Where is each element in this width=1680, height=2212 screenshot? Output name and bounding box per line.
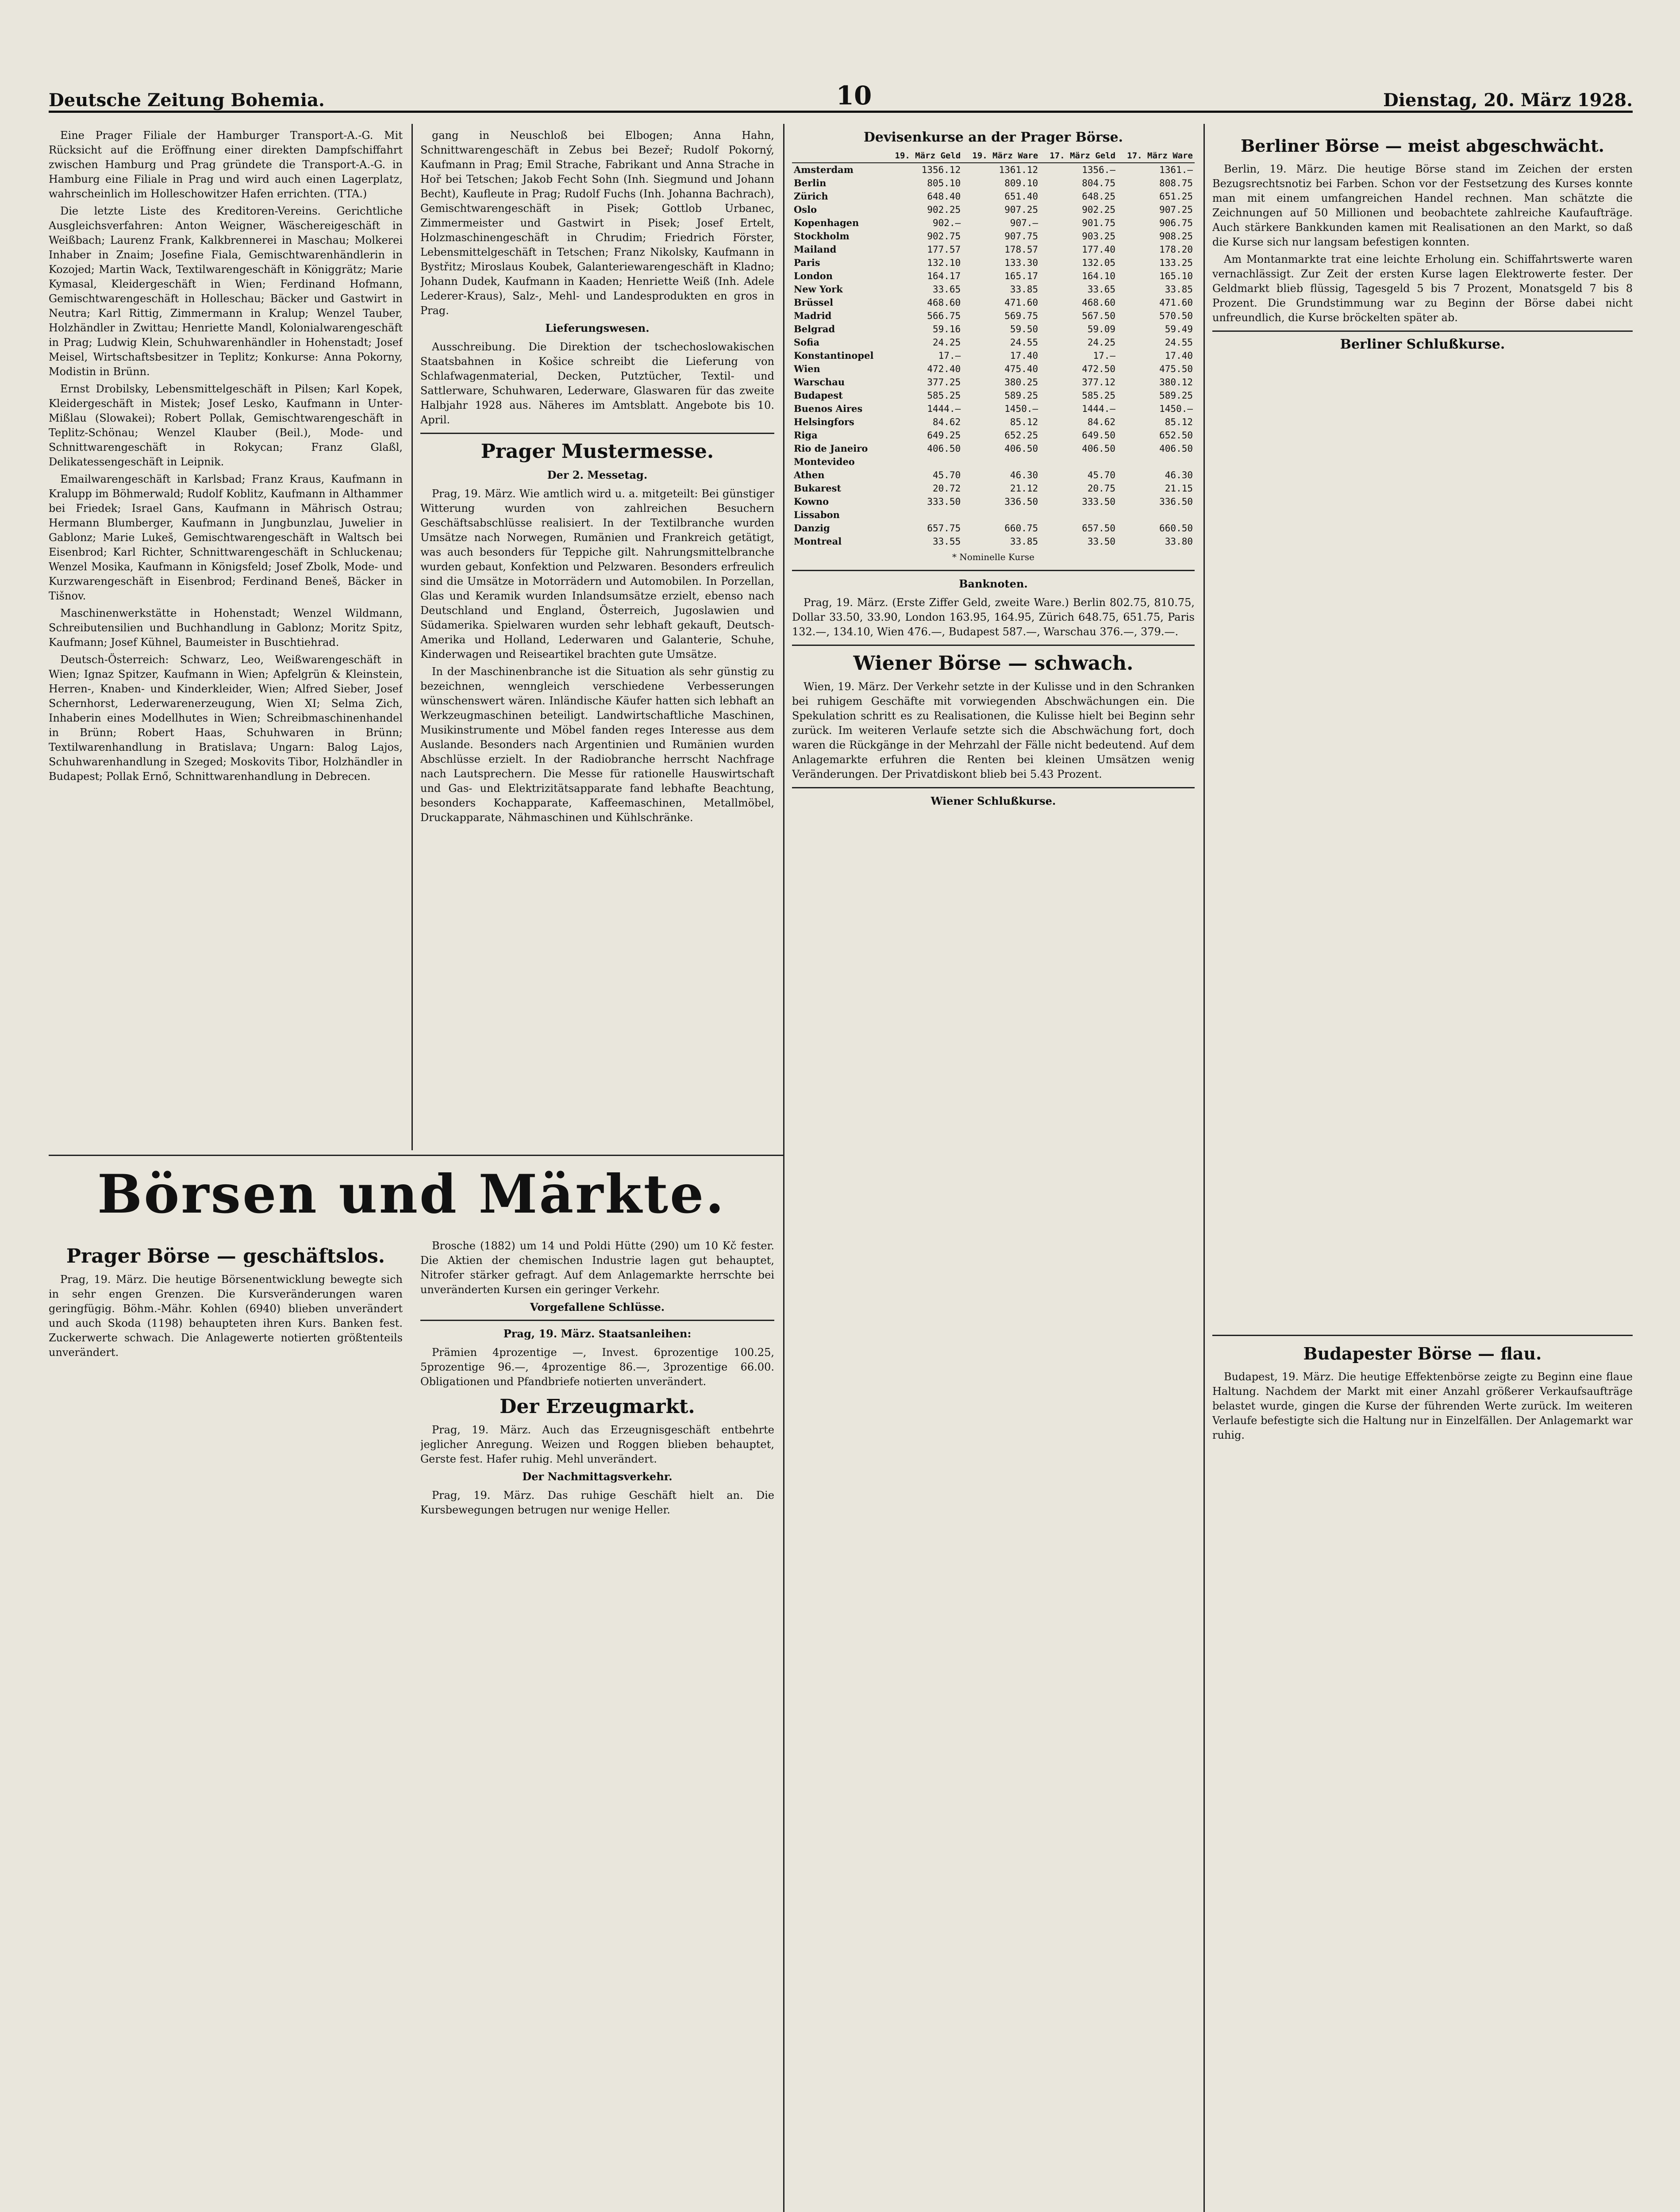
newspaper-name: Deutsche Zeitung Bohemia. xyxy=(49,90,325,111)
rate-cell: 468.60 xyxy=(1082,297,1116,308)
table-row xyxy=(792,243,1195,256)
currency-city: Montreal xyxy=(794,536,842,547)
table-row xyxy=(792,296,1195,309)
currency-city: New York xyxy=(794,284,843,295)
rate-cell: 33.85 xyxy=(1010,536,1038,547)
rate-cell: 1356.— xyxy=(1082,165,1116,175)
section-heading: Berliner Börse — meist abgeschwächt. xyxy=(1241,136,1604,156)
rate-cell: 589.25 xyxy=(1159,390,1193,401)
rate-cell: 907.— xyxy=(1010,218,1038,228)
foreign-exchanges-column xyxy=(1212,128,1633,2212)
rates-footnote: * Nominelle Kurse xyxy=(952,552,1034,562)
rate-cell: 177.40 xyxy=(1082,244,1116,255)
rate-cell: 648.40 xyxy=(927,191,961,202)
currency-city: Kopenhagen xyxy=(794,217,859,228)
section-divider xyxy=(792,787,1195,788)
rate-cell: 33.65 xyxy=(933,284,961,295)
table-row xyxy=(792,495,1195,508)
rate-cell: 17.40 xyxy=(1010,350,1038,361)
rate-cell: 570.50 xyxy=(1159,311,1193,321)
rate-cell: 1450.— xyxy=(1004,403,1038,414)
rate-cell: 133.25 xyxy=(1159,257,1193,268)
rate-cell xyxy=(962,508,1040,522)
column-rule xyxy=(411,124,413,1150)
rate-cell: 907.25 xyxy=(1159,204,1193,215)
rate-cell: 901.75 xyxy=(1082,218,1116,228)
rate-cell: 333.50 xyxy=(927,496,961,507)
table-row xyxy=(792,256,1195,269)
rate-cell: 85.12 xyxy=(1165,417,1193,427)
rate-cell: 475.40 xyxy=(1004,364,1038,374)
rate-cell: 406.50 xyxy=(1004,443,1038,454)
rate-cell: 33.50 xyxy=(1087,536,1116,547)
currency-city: Helsingfors xyxy=(794,416,854,427)
rate-cell: 85.12 xyxy=(1010,417,1038,427)
currency-city: Belgrad xyxy=(794,323,835,334)
rate-cell: 908.25 xyxy=(1159,231,1193,242)
currency-city: Paris xyxy=(794,257,820,268)
section-heading: Wiener Börse — schwach. xyxy=(853,652,1134,675)
currency-city: Rio de Janeiro xyxy=(794,443,868,454)
issue-date: Dienstag, 20. März 1928. xyxy=(1383,90,1633,111)
article-paragraph: Prag, 19. März. Auch das Erzeugnisgeschäft entbehrte jeglicher Anregung. Weizen und Roggen blieben behauptet, Gerste fest. Hafer ruhig. Mehl unverändert. xyxy=(420,1424,774,1465)
prague-exchange-column xyxy=(49,1239,403,2212)
rate-cell: 17.— xyxy=(938,350,961,361)
rate-cell: 336.50 xyxy=(1159,496,1193,507)
section-heading: Budapester Börse — flau. xyxy=(1303,1344,1542,1363)
section-divider xyxy=(1212,330,1633,332)
rate-cell: 17.— xyxy=(1093,350,1116,361)
table-row xyxy=(792,362,1195,376)
rate-cell: 165.10 xyxy=(1159,271,1193,281)
section-heading: Wiener Schlußkurse. xyxy=(930,795,1056,807)
section-divider xyxy=(1212,1335,1633,1336)
currency-city: Amsterdam xyxy=(794,164,853,175)
table-row xyxy=(792,177,1195,190)
rate-cell: 132.05 xyxy=(1082,257,1116,268)
rate-cell: 907.25 xyxy=(1004,204,1038,215)
rate-cell: 46.30 xyxy=(1010,470,1038,480)
table-row xyxy=(792,482,1195,495)
rate-cell: 585.25 xyxy=(927,390,961,401)
currency-city: Mailand xyxy=(794,244,837,255)
currency-city: London xyxy=(794,270,833,281)
rate-cell xyxy=(1117,455,1195,469)
article-paragraph: Deutsch-Österreich: Schwarz, Leo, Weißwarengeschäft in Wien; Ignaz Spitzer, Kaufmann in Wien; Apfelgrün & Kleinstein, Herren-, Knaben- und Kinderkleider, Wien; Alfred Sieber, Josef Schernhorst, Lederwarenerzeugung, Wien XI; Selma Zich, Inhaberin eines Modellhutes in Wien; Schreibmaschinenhandel in Brünn; Robert Haas, Schuhwaren in Brünn; Textilwarenhandlung in Bratislava; Ungarn: Balog Lajos, Schuhwarenhandlung in Szeged; Moskovits Tibor, Holzhändler in Budapest; Pollak Ernő, Schnittwarenhandlung in Debrecen. xyxy=(49,653,403,783)
currency-city: Montevideo xyxy=(794,456,855,467)
rate-cell: 24.55 xyxy=(1010,337,1038,348)
currency-city: Athen xyxy=(794,469,825,480)
rate-cell: 133.30 xyxy=(1004,257,1038,268)
currency-city: Lissabon xyxy=(794,509,840,520)
section-heading: Banknoten. xyxy=(959,577,1028,590)
rate-cell: 569.75 xyxy=(1004,311,1038,321)
article-column-1 xyxy=(49,128,403,1146)
rate-cell: 902.75 xyxy=(927,231,961,242)
rate-cell: 406.50 xyxy=(1159,443,1193,454)
rate-cell: 132.10 xyxy=(927,257,961,268)
page-header xyxy=(49,80,1633,113)
rate-cell xyxy=(962,455,1040,469)
currency-city: Madrid xyxy=(794,310,832,321)
rate-cell: 652.50 xyxy=(1159,430,1193,441)
rate-cell: 649.50 xyxy=(1082,430,1116,441)
section-rule xyxy=(49,1155,783,1156)
section-title: Börsen und Märkte. xyxy=(97,1163,726,1225)
rate-cell: 657.75 xyxy=(927,523,961,534)
rate-cell: 1361.— xyxy=(1159,165,1193,175)
table-row xyxy=(792,309,1195,323)
rate-cell: 17.40 xyxy=(1165,350,1193,361)
article-paragraph: Ernst Drobilsky, Lebensmittelgeschäft in Pilsen; Karl Kopek, Kleidergeschäft in Mistek; Josef Lesko, Kaufmann in Unter-Mißlau (Slowakei); Robert Pollak, Gemischtwarengeschäft in Teplitz-Schönau; Wenzel Klauber (Beil.), Mode- und Schnittwarengeschäft in Rokycan; Franz Glaßl, Delikatessengeschäft in Leipnik. xyxy=(49,383,403,468)
rate-cell: 651.25 xyxy=(1159,191,1193,202)
article-column-2 xyxy=(420,128,774,1146)
currency-rates-column xyxy=(792,128,1195,2212)
rate-cell: 1444.— xyxy=(927,403,961,414)
table-row xyxy=(792,376,1195,389)
section-divider xyxy=(792,570,1195,571)
rate-cell: 660.50 xyxy=(1159,523,1193,534)
rate-cell: 902.25 xyxy=(1082,204,1116,215)
rate-cell: 59.49 xyxy=(1165,324,1193,334)
currency-city: Berlin xyxy=(794,177,827,188)
table-row xyxy=(792,415,1195,429)
section-heading: Der Erzeugmarkt. xyxy=(500,1395,695,1418)
article-paragraph: Maschinenwerkstätte in Hohenstadt; Wenzel Wildmann, Schreibutensilien und Buchhandlung in Gablonz; Moritz Spitz, Kaufmann; Josef Kühnel, Baumeister in Buschtiehrad. xyxy=(49,607,403,649)
article-paragraph: Prag, 19. März. (Erste Ziffer Geld, zweite Ware.) Berlin 802.75, 810.75, Dollar 33.50, 33.90, London 163.95, 164.95, Zürich 648.75, 651.75, Paris 132.—, 134.10, Wien 476.—, Budapest 587.—, Warschau 376.—, 379.—. xyxy=(792,596,1195,638)
rate-cell: 585.25 xyxy=(1082,390,1116,401)
currency-city: Budapest xyxy=(794,390,843,401)
article-paragraph: Prag, 19. März. Die heutige Börsenentwicklung bewegte sich in sehr engen Grenzen. Die Kursveränderungen waren geringfügig. Böhm.-Mähr. Kohlen (6940) blieben unverändert und auch Skoda (1198) behaupteten ihren Kurs. Banken fest. Zuckerwerte schwach. Die Anlagewerte notierten größtenteils unverändert. xyxy=(49,1273,403,1359)
rate-cell: 406.50 xyxy=(927,443,961,454)
rate-cell xyxy=(885,508,962,522)
table-row xyxy=(792,522,1195,535)
currency-city: Warschau xyxy=(794,376,845,388)
rate-cell: 84.62 xyxy=(933,417,961,427)
section-divider xyxy=(420,433,774,434)
table-header-row xyxy=(792,149,1195,163)
rate-cell: 21.12 xyxy=(1010,483,1038,494)
page-number: 10 xyxy=(836,81,872,111)
column-rule xyxy=(1203,124,1205,2212)
rate-cell: 380.25 xyxy=(1004,377,1038,388)
article-paragraph: Am Montanmarkte trat eine leichte Erholung ein. Schiffahrtswerte waren vernachlässigt. Zur Zeit der ersten Kurse lagen Elektrowerte fester. Der Geldmarkt blieb flüssig, Tagesgeld 5 bis 7 Prozent, Monatsgeld 7 bis 8 Prozent. Die Grundstimmung war zu Beginn der Börse dabei nicht unfreundlich, die Kurse bröckelten später ab. xyxy=(1212,253,1633,324)
rate-cell: 33.55 xyxy=(933,536,961,547)
rate-cell: 333.50 xyxy=(1082,496,1116,507)
prague-exchange-column-2 xyxy=(420,1239,774,2212)
rate-cell: 566.75 xyxy=(927,311,961,321)
rate-cell: 805.10 xyxy=(927,178,961,188)
rate-cell: 406.50 xyxy=(1082,443,1116,454)
article-paragraph: Wien, 19. März. Der Verkehr setzte in der Kulisse und in den Schranken bei ruhigem Geschäfte mit vorwiegenden Abschwächungen ein. Die Spekulation schritt es zu Realisationen, die Kulisse hielt bei Beginn sehr zurück. Im weiteren Verlaufe setzte sich die Abschwächung fort, doch waren die Rückgänge in der Mehrzahl der Fälle nicht bedeutend. Auf dem Anlagemarkte erfuhren die Renten bei kleinen Umsätzen wenig Veränderungen. Der Privatdiskont blieb bei 5.43 Prozent. xyxy=(792,680,1195,780)
currency-city: Buenos Aires xyxy=(794,403,863,414)
rate-cell: 902.25 xyxy=(927,204,961,215)
rate-cell: 1356.12 xyxy=(921,165,961,175)
rate-cell: 84.62 xyxy=(1087,417,1116,427)
rate-cell: 377.12 xyxy=(1082,377,1116,388)
rate-cell: 903.25 xyxy=(1082,231,1116,242)
rate-cell: 336.50 xyxy=(1004,496,1038,507)
rate-cell: 471.60 xyxy=(1159,297,1193,308)
rate-cell: 20.72 xyxy=(933,483,961,494)
article-paragraph: Prämien 4prozentige —, Invest. 6prozentige 100.25, 5prozentige 96.—, 4prozentige 86.—, 3prozentige 66.00. Obligationen und Pfandbriefe notierten unverändert. xyxy=(420,1346,774,1388)
berlin-quotes-area xyxy=(1212,356,1633,1329)
rate-cell: 907.75 xyxy=(1004,231,1038,242)
rate-cell: 657.50 xyxy=(1082,523,1116,534)
rate-cell: 59.16 xyxy=(933,324,961,334)
rate-cell xyxy=(1040,508,1117,522)
rate-cell: 33.65 xyxy=(1087,284,1116,295)
rate-cell xyxy=(885,455,962,469)
article-paragraph: Ausschreibung. Die Direktion der tschechoslowakischen Staatsbahnen in Košice schreibt die Lieferung von Schlafwagenmaterial, Decken, Putztücher, Textil- und Sattlerware, Schuhwaren, Lederware, Glaswaren für das zweite Halbjahr 1928 aus. Näheres im Amtsblatt. Angebote bis 10. April. xyxy=(420,341,774,426)
table-row xyxy=(792,429,1195,442)
rate-cell: 59.09 xyxy=(1087,324,1116,334)
rate-cell: 20.75 xyxy=(1087,483,1116,494)
section-divider xyxy=(792,645,1195,646)
currency-table-body xyxy=(792,163,1195,548)
currency-city: Bukarest xyxy=(794,483,842,494)
rate-cell: 567.50 xyxy=(1082,311,1116,321)
table-row xyxy=(792,283,1195,296)
rate-cell: 46.30 xyxy=(1165,470,1193,480)
table-row xyxy=(792,469,1195,482)
table-row xyxy=(792,535,1195,548)
table-row xyxy=(792,336,1195,349)
section-heading: Prager Börse — geschäftslos. xyxy=(66,1245,385,1267)
rate-cell: 652.25 xyxy=(1004,430,1038,441)
table-row xyxy=(792,163,1195,177)
rate-cell: 45.70 xyxy=(933,470,961,480)
rate-cell: 472.40 xyxy=(927,364,961,374)
section-heading: Vorgefallene Schlüsse. xyxy=(530,1301,665,1313)
section-heading: Prager Mustermesse. xyxy=(481,440,714,463)
rate-cell: 475.50 xyxy=(1159,364,1193,374)
table-row xyxy=(792,455,1195,469)
article-paragraph: Eine Prager Filiale der Hamburger Transport-A.-G. Mit Rücksicht auf die Eröffnung einer direkten Dampfschiffahrt zwischen Hamburg und Prag gründete die Transport-A.-G. in Hamburg eine Filiale in Prag und wird auch einen Lagerplatz, wahrscheinlich im Holleschowitzer Hafen errichten. (TTA.) xyxy=(49,129,403,200)
currency-city: Kowno xyxy=(794,496,829,507)
rate-cell: 380.12 xyxy=(1159,377,1193,388)
rate-cell: 804.75 xyxy=(1082,178,1116,188)
rate-cell: 164.17 xyxy=(927,271,961,281)
section-heading: Lieferungswesen. xyxy=(545,322,650,334)
section-heading: Der Nachmittagsverkehr. xyxy=(522,1470,673,1483)
currency-city: Zürich xyxy=(794,191,828,202)
rate-cell: 468.60 xyxy=(927,297,961,308)
table-row xyxy=(792,203,1195,216)
column-header: 19. März Geld xyxy=(885,149,962,163)
article-paragraph: Prag, 19. März. Das ruhige Geschäft hielt an. Die Kursbewegungen betrugen nur wenige Heller. xyxy=(420,1489,774,1516)
article-paragraph: Die letzte Liste des Kreditoren-Vereins. Gerichtliche Ausgleichsverfahren: Anton Weigner, Wäschereigeschäft in Weißbach; Laurenz Frank, Kalkbrennerei in Maschau; Molkerei Inhaber in Znaim; Josefine Fiala, Gemischtwarenhändlerin in Kozojed; Martin Wack, Textilwarengeschäft in Königgrätz; Marie Kymasal, Kleidergeschäft in Wien; Ferdinand Hofmann, Gemischtwarengeschäft in Holleschau; Bäcker und Gastwirt in Neutra; Karl Rittig, Zimmermann in Kralup; Wenzel Tauber, Holzhändler in Zwittau; Henriette Mandl, Kolonialwarengeschäft in Prag; Ludwig Klein, Schuhwarenhändler in Hohenstadt; Josef Meisel, Wirtschaftsbesitzer in Teplitz; Konkurse: Anna Pokorny, Modistin in Brünn. xyxy=(49,205,403,378)
currency-city: Sofia xyxy=(794,337,820,348)
rate-cell: 21.15 xyxy=(1165,483,1193,494)
rate-cell: 660.75 xyxy=(1004,523,1038,534)
currency-city: Riga xyxy=(794,430,818,441)
rate-cell: 808.75 xyxy=(1159,178,1193,188)
rate-cell: 45.70 xyxy=(1087,470,1116,480)
section-subheading: Der 2. Messetag. xyxy=(547,469,648,481)
table-row xyxy=(792,190,1195,203)
article-paragraph: In der Maschinenbranche ist die Situation als sehr günstig zu bezeichnen, wenngleich verschiedene Verbesserungen wünschenswert wären. Inländische Käufer hatten sich lebhaft an Werkzeugmaschinen beteiligt. Landwirtschaftliche Maschinen, Musikinstrumente und Möbel fanden reges Interesse aus dem Auslande. Besonders nach Argentinien und Rumänien wurden Abschlüsse erzielt. In der Radiobranche herrscht Nachfrage nach Lautsprechern. Die Messe für rationelle Hauswirtschaft und Gas- und Elektrizitätsapparate fand lebhafte Beachtung, besonders Kochapparate, Kaffeemaschinen, Metallmöbel, Druckapparate, Nähmaschinen und Kühlschränke. xyxy=(420,665,774,824)
section-heading: Devisenkurse an der Prager Börse. xyxy=(863,130,1123,145)
rate-cell: 589.25 xyxy=(1004,390,1038,401)
rate-cell xyxy=(1040,455,1117,469)
rate-cell: 1450.— xyxy=(1159,403,1193,414)
table-row xyxy=(792,402,1195,415)
rate-cell: 1444.— xyxy=(1082,403,1116,414)
article-paragraph: gang in Neuschloß bei Elbogen; Anna Hahn, Schnittwarengeschäft in Zebus bei Bezeř; Rudolf Pokorný, Kaufmann in Prag; Emil Strache, Fabrikant und Anna Strache in Hoř bei Tetschen; Jakob Fecht Sohn (Inh. Siegmund und Johann Becht), Kaufleute in Prag; Rudolf Fuchs (Inh. Johanna Bachrach), Gemischtwarengeschäft in Pisek; Gottlob Urbanec, Zimmermeister und Gastwirt in Pisek; Josef Ertelt, Holzmaschinengeschäft in Chrudim; Friedrich Förster, Lebensmittelgeschäft in Tetschen; Franz Nikolsky, Kaufmann in Bystřitz; Miroslaus Koubek, Galanteriewarengeschäft in Kladno; Johann Dudek, Kaufmann in Kaaden; Henriette Weiß (Inh. Adele Lederer-Kraus), Salz-, Mehl- und Landesprodukten en gros in Prag. xyxy=(420,129,774,317)
rate-cell: 59.50 xyxy=(1010,324,1038,334)
rate-cell: 24.55 xyxy=(1165,337,1193,348)
table-row xyxy=(792,349,1195,362)
rate-cell: 33.85 xyxy=(1010,284,1038,295)
article-paragraph: Budapest, 19. März. Die heutige Effektenbörse zeigte zu Beginn eine flaue Haltung. Nachdem der Markt mit einer Anzahl größerer Verkaufsaufträge belastet wurde, gingen die Kurse der führenden Werte zurück. Im weiteren Verlaufe befestigte sich die Haltung nur in Einzelfällen. Der Anlagemarkt war ruhig. xyxy=(1212,1371,1633,1441)
rate-cell: 1361.12 xyxy=(999,165,1038,175)
column-rule xyxy=(783,124,784,2212)
rate-cell: 33.85 xyxy=(1165,284,1193,295)
currency-city: Wien xyxy=(794,363,820,374)
currency-table xyxy=(792,149,1195,548)
rate-cell: 33.80 xyxy=(1165,536,1193,547)
currency-city: Oslo xyxy=(794,204,817,215)
column-header: 17. März Ware xyxy=(1117,149,1195,163)
article-paragraph: Prag, 19. März. Wie amtlich wird u. a. mitgeteilt: Bei günstiger Witterung wurden von zahlreichen Besuchern Geschäftsabschlüsse realisiert. In der Textilbranche wurden Umsätze nach Norwegen, Rumänien und Frankreich getätigt, was auch besonders für Teppiche gilt. Nahrungsmittelbranche wurden gebaut, Konfektion und Pelzwaren. Besonders erfreulich sind die Umsätze in Motorrädern und Automobilen. In Porzellan, Glas und Keramik wurden Inlandsumsätze erzielt, ebenso nach Deutschland und England, Österreich, Jugoslawien und Südamerika. Spielwaren wurden sehr lebhaft gekauft, Deutsch-Amerika und Holland, Lederwaren und Galanterie, Schuhe, Kinderwagen und Reiseartikel brachten gute Umsätze. xyxy=(420,488,774,661)
currency-city: Brüssel xyxy=(794,297,834,308)
rate-cell: 649.25 xyxy=(927,430,961,441)
section-heading: Berliner Schlußkurse. xyxy=(1340,337,1505,352)
column-header xyxy=(792,149,885,163)
rate-cell: 165.17 xyxy=(1004,271,1038,281)
currency-city: Danzig xyxy=(794,522,830,534)
rate-cell: 902.— xyxy=(933,218,961,228)
table-row xyxy=(792,508,1195,522)
rate-cell: 809.10 xyxy=(1004,178,1038,188)
rate-cell: 471.60 xyxy=(1004,297,1038,308)
rate-cell: 377.25 xyxy=(927,377,961,388)
rate-cell: 178.57 xyxy=(1004,244,1038,255)
table-row xyxy=(792,442,1195,455)
rate-cell: 648.25 xyxy=(1082,191,1116,202)
rate-cell: 177.57 xyxy=(927,244,961,255)
column-header: 17. März Geld xyxy=(1040,149,1117,163)
rate-cell: 24.25 xyxy=(1087,337,1116,348)
rate-cell: 164.10 xyxy=(1082,271,1116,281)
column-header: 19. März Ware xyxy=(962,149,1040,163)
rate-cell xyxy=(1117,508,1195,522)
table-row xyxy=(792,269,1195,283)
table-row xyxy=(792,216,1195,230)
rate-cell: 906.75 xyxy=(1159,218,1193,228)
article-paragraph: Brosche (1882) um 14 und Poldi Hütte (290) um 10 Kč fester. Die Aktien der chemischen Industrie lagen gut behauptet, Nitrofer stärker gefragt. Auf dem Anlagemarkte herrschte bei unveränderten Kursen ein geringer Verkehr. xyxy=(420,1240,774,1296)
currency-city: Konstantinopel xyxy=(794,350,874,361)
rate-cell: 24.25 xyxy=(933,337,961,348)
table-row xyxy=(792,323,1195,336)
table-row xyxy=(792,230,1195,243)
section-subheading: Prag, 19. März. Staatsanleihen: xyxy=(503,1327,692,1340)
section-divider xyxy=(420,1320,774,1321)
rate-cell: 178.20 xyxy=(1159,244,1193,255)
currency-city: Stockholm xyxy=(794,230,850,242)
article-paragraph: Berlin, 19. März. Die heutige Börse stand im Zeichen der ersten Bezugsrechtsnotiz bei Farben. Schon vor der Festsetzung des Kurses konnte man mit einem umfangreichen Handel rechnen. Man schätzte die Zeichnungen auf 50 Millionen und beobachtete zahlreiche Kaufaufträge. Auch stärkere Bankkunden kamen mit Realisationen an den Markt, so daß die Kurse sich nur langsam befestigen konnten. xyxy=(1212,163,1633,248)
table-row xyxy=(792,389,1195,402)
rate-cell: 472.50 xyxy=(1082,364,1116,374)
article-paragraph: Emailwarengeschäft in Karlsbad; Franz Kraus, Kaufmann in Kralupp im Böhmerwald; Rudolf Koblitz, Kaufmann in Althammer bei Friedek; Israel Gans, Kaufmann in Mährisch Ostrau; Hermann Blumberger, Kaufmann in Jungbunzlau, Juwelier in Gablonz; Marie Lukeš, Gemischtwarengeschäft in Waltsch bei Eisenbrod; Karl Richter, Schnittwarengeschäft in Schluckenau; Wenzel Mosika, Kaufmann in Königsfeld; Josef Zbolk, Mode- und Kurzwarengeschäft in Eisenbrod; Ferdinand Beneš, Bäcker in Tišnov. xyxy=(49,473,403,602)
rate-cell: 651.40 xyxy=(1004,191,1038,202)
